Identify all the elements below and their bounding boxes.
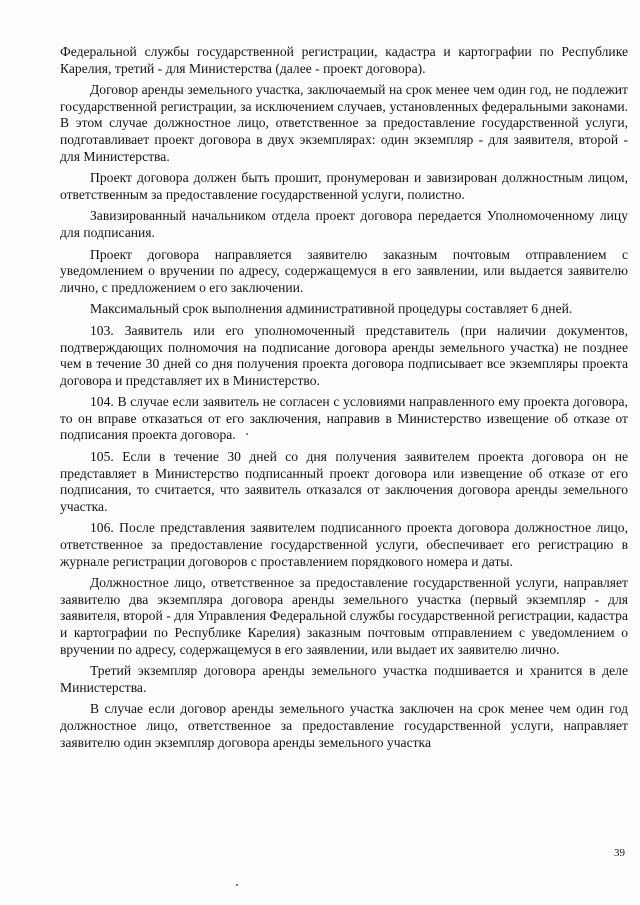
paragraph-item-103: 103. Заявитель или его уполномоченный представитель (при наличии документов, подтверждающих полномочия на подписание договора аренды земельного участка) не позднее чем в течение 30 дней со дня получения проекта договора подписывает все экземпляры проекта договора и представляет их в Министерство. (60, 322, 628, 388)
body-text (60, 44, 628, 756)
paragraph: В случае если договор аренды земельного участка заключен на срок менее чем один год должностное лицо, ответственное за предоставление государственной услуги, направляет заявителю один экземпляр договора аренды земельного участка (60, 701, 628, 750)
scan-speck (246, 433, 248, 435)
paragraph-item-106: 106. После представления заявителем подписанного проекта договора должностное лицо, ответственное за предоставление государственной услуги, обеспечивает его регистрацию в журнале регистрации договоров с проставлением порядкового номера и даты. (60, 520, 628, 569)
paragraph-item-104: 104. В случае если заявитель не согласен с условиями направленного ему проекта договора, то он вправе отказаться от его заключения, направив в Министерство извещение об отказе от подписания проекта договора. (60, 394, 628, 443)
paragraph: Договор аренды земельного участка, заключаемый на срок менее чем один год, не подлежит государственной регистрации, за исключением случаев, установленных федеральными законами. В этом случае должностное лицо, ответственное за предоставление государственной услуги, подготавливает проект договора в двух экземплярах: один экземпляр - для заявителя, второй - для Министерства. (60, 82, 628, 164)
paragraph: Третий экземпляр договора аренды земельного участка подшивается и хранится в деле Министерства. (60, 663, 628, 695)
paragraph: Максимальный срок выполнения административной процедуры составляет 6 дней. (90, 301, 573, 317)
scan-speck (236, 884, 238, 886)
paragraph: Должностное лицо, ответственное за предоставление государственной услуги, направляет заявителю два экземпляра договора аренды земельного участка (первый экземпляр - для заявителя, второй - для Управления Федеральной службы государственной регистрации, кадастра и картографии по Республике Карелия) заказным почтовым отправлением с уведомлением о вручении по адресу, содержащемуся в его заявлении, или выдает их заявителю лично. (60, 575, 628, 657)
paragraph: Завизированный начальником отдела проект договора передается Уполномоченному лицу для подписания. (60, 208, 628, 240)
paragraph-item-105: 105. Если в течение 30 дней со дня получения заявителем проекта договора он не представляет в Министерство подписанный проект договора или извещение об отказе от его подписания, то считается, что заявитель отказался от заключения договора аренды земельного участка. (60, 449, 628, 514)
paragraph: Проект договора должен быть прошит, пронумерован и завизирован должностным лицом, ответственным за предоставление государственной услуги, полистно. (60, 170, 628, 202)
paragraph: Федеральной службы государственной регистрации, кадастра и картографии по Республике Карелия, третий - для Министерства (далее - проект договора). (60, 44, 628, 76)
paragraph: Проект договора направляется заявителю заказным почтовым отправлением с уведомлением о вручении по адресу, содержащемуся в его заявлении, или выдается заявителю лично, с предложением о его заключении. (60, 246, 628, 295)
page-number: 39 (614, 847, 625, 859)
